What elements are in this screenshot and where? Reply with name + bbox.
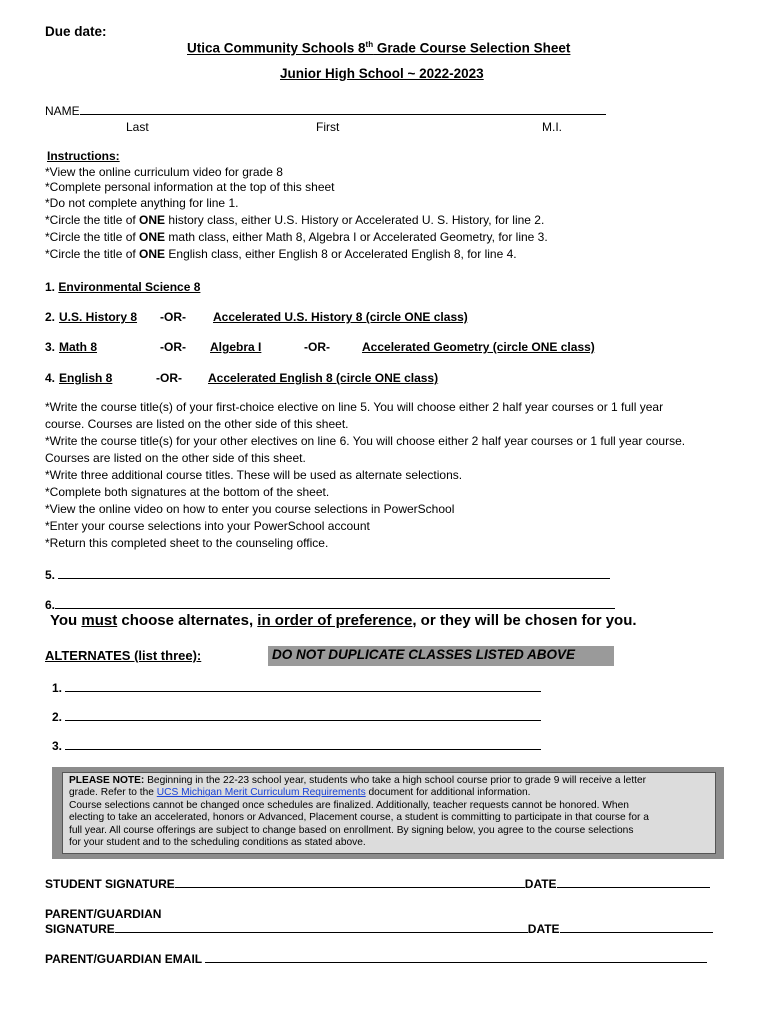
due-date-label: Due date: [45, 24, 107, 39]
note-line [69, 775, 709, 787]
line-number: 1. [45, 280, 56, 294]
text-bold: ONE [139, 213, 166, 227]
note-line [69, 787, 709, 799]
or-separator: -OR- [160, 340, 186, 354]
alternate-line-3[interactable] [52, 738, 541, 755]
name-line[interactable] [80, 104, 606, 115]
instruction-item: *Do not complete anything for line 1. [45, 196, 239, 210]
elective-instruction: Courses are listed on the other side of this sheet. [45, 451, 306, 465]
course-accelerated-us-history[interactable]: Accelerated U.S. History 8 (circle ONE class) [213, 310, 468, 324]
curriculum-requirements-link[interactable]: UCS Michigan Merit Curriculum Requirements [156, 787, 366, 799]
text: history class, either U.S. History or Accelerated U. S. History, for line 2. [165, 213, 545, 227]
alternate-line-2[interactable] [52, 709, 541, 726]
course-math-8[interactable]: Math 8 [59, 340, 98, 354]
alternate-line-1-input[interactable] [65, 681, 541, 692]
text: choose alternates, [117, 612, 258, 629]
course-line-4-number: 4. [45, 371, 56, 385]
alternates-heading: ALTERNATES (list three): [45, 648, 202, 663]
no-duplicate-banner [268, 646, 614, 666]
or-separator: -OR- [156, 371, 182, 385]
name-field[interactable] [45, 103, 606, 120]
page-subtitle: Junior High School ~ 2022-2023 [280, 66, 484, 81]
parent-signature-label-2: SIGNATURE [45, 922, 115, 936]
title-post: Grade Course Selection Sheet [373, 40, 571, 56]
text: You [50, 612, 82, 629]
parent-email-row [45, 951, 707, 968]
note-line: electing to take an accelerated, honors or Advanced, Placement course, a student is committing to participate in that course for a [69, 812, 649, 824]
elective-instruction: *Return this completed sheet to the counseling office. [45, 536, 329, 550]
text: , or they will be chosen for you. [412, 612, 637, 629]
name-label: NAME [45, 104, 80, 118]
course-accelerated-english-8[interactable]: Accelerated English 8 (circle ONE class) [208, 371, 439, 385]
parent-email-label: PARENT/GUARDIAN EMAIL [45, 952, 202, 966]
student-signature-row [45, 876, 710, 893]
text: Beginning in the 22-23 school year, students who take a high school course prior to grade 9 will receive a letter [144, 775, 647, 786]
alternates-notice [50, 612, 637, 629]
course-us-history[interactable]: U.S. History 8 [59, 310, 138, 324]
banner-text: DO NOT DUPLICATE CLASSES LISTED ABOVE [272, 647, 576, 662]
date-label: DATE [527, 922, 560, 936]
line-number: 2. [52, 710, 63, 724]
note-line: full year. All course offerings are subject to change based on enrollment. By signing below, you agree to the course selections [69, 824, 634, 836]
elective-line-5[interactable] [45, 567, 610, 584]
student-signature-line[interactable] [175, 877, 525, 888]
name-last-label: Last [126, 120, 149, 134]
elective-instruction: *Enter your course selections into your PowerSchool account [45, 519, 370, 533]
elective-instruction: *Write three additional course titles. These will be used as alternate selections. [45, 468, 463, 482]
elective-line-6-input[interactable] [55, 598, 615, 609]
elective-instruction: course. Courses are listed on the other side of this sheet. [45, 417, 349, 431]
text-bold: ONE [139, 247, 166, 261]
course-environmental-science: Environmental Science 8 [58, 280, 201, 294]
text: math class, either Math 8, Algebra I or Accelerated Geometry, for line 3. [165, 230, 548, 244]
instructions-heading: Instructions: [47, 149, 120, 163]
student-date-line[interactable] [557, 877, 710, 888]
note-line: Course selections cannot be changed once schedules are finalized. Additionally, teacher requests cannot be honored. When [69, 799, 629, 811]
course-line-2-number: 2. [45, 310, 56, 324]
course-algebra-1[interactable]: Algebra I [210, 340, 262, 354]
text: must [81, 612, 118, 629]
line-number: 6. [45, 598, 56, 612]
elective-instruction: *Write the course title(s) of your first-choice elective on line 5. You will choose either 2 half year courses or 1 full year [45, 400, 664, 414]
parent-date-line[interactable] [560, 922, 713, 933]
title-sup: th [365, 40, 374, 49]
elective-instruction: *Complete both signatures at the bottom of the sheet. [45, 485, 330, 499]
instruction-circle-item [45, 229, 548, 246]
text: grade. Refer to the [69, 787, 157, 799]
text: document for additional information. [365, 787, 531, 799]
course-line-3-number: 3. [45, 340, 56, 354]
course-line-1 [45, 279, 200, 296]
course-accelerated-geometry[interactable]: Accelerated Geometry (circle ONE class) [362, 340, 595, 354]
page-title [187, 40, 570, 56]
text: in order of preference [257, 612, 413, 629]
instruction-item: *Complete personal information at the top of this sheet [45, 180, 335, 194]
name-mi-label: M.I. [542, 120, 562, 134]
text: *Circle the title of [45, 230, 140, 244]
line-number: 3. [52, 739, 63, 753]
student-signature-label: STUDENT SIGNATURE [45, 877, 175, 891]
note-box [62, 772, 716, 854]
note-line: for your student and to the scheduling conditions as stated above. [69, 837, 366, 849]
instruction-circle-item [45, 212, 544, 229]
or-separator: -OR- [304, 340, 330, 354]
line-number: 1. [52, 681, 63, 695]
date-label: DATE [524, 877, 557, 891]
elective-instruction: *Write the course title(s) for your other electives on line 6. You will choose either 2 half year courses or 1 full year course. [45, 434, 686, 448]
text: English class, either English 8 or Accelerated English 8, for line 4. [165, 247, 517, 261]
parent-signature-row [45, 921, 713, 938]
parent-signature-label-1: PARENT/GUARDIAN [45, 907, 162, 921]
text: *Circle the title of [45, 247, 140, 261]
course-english-8[interactable]: English 8 [59, 371, 113, 385]
note-label: PLEASE NOTE: [69, 775, 145, 786]
instruction-item: *View the online curriculum video for grade 8 [45, 165, 283, 179]
elective-instruction: *View the online video on how to enter you course selections in PowerSchool [45, 502, 455, 516]
or-separator: -OR- [160, 310, 186, 324]
title-pre: Utica Community Schools 8 [187, 40, 366, 56]
parent-signature-line[interactable] [115, 922, 528, 933]
instruction-circle-item [45, 246, 517, 263]
alternate-line-2-input[interactable] [65, 710, 541, 721]
text-bold: ONE [139, 230, 166, 244]
text: *Circle the title of [45, 213, 140, 227]
alternate-line-1[interactable] [52, 680, 541, 697]
name-first-label: First [316, 120, 340, 134]
elective-line-5-input[interactable] [58, 568, 610, 579]
alternate-line-3-input[interactable] [65, 739, 541, 750]
line-number: 5. [45, 568, 56, 582]
parent-email-line[interactable] [205, 952, 707, 963]
